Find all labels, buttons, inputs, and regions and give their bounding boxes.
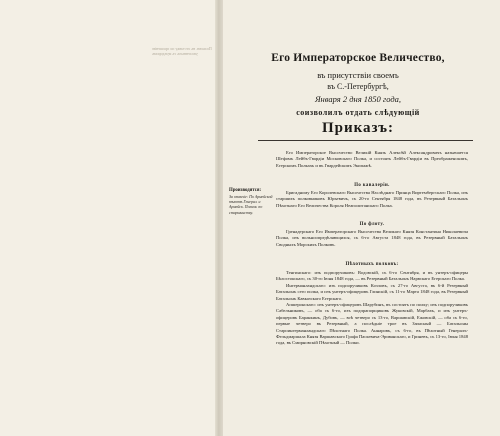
line-order: соизволилъ отдать слѣдующій: [296, 108, 420, 117]
paragraph-infantry-2: Ингерманландскаго: изъ подпоручиковъ Козловъ, съ 27-го Августа, въ 6-й Резервный Батальонъ сего полка, и изъ унтеръ-офицеровъ Глинскій, съ 11-го Марта 1848 года, въ Резервный Батальонъ Кавказскаго Егерскаго.: [276, 282, 468, 301]
paragraph-fleet-text: Гренадерскаго Его Императорскаго Высочества Великаго Князя Константина Николаевича Полка, изъ вольноопредѣляющихся, съ 6-го Августа 1848 года, въ Резервный Батальонъ Сводныхъ Морскихъ Полковъ.: [276, 229, 468, 247]
page-fold: [215, 0, 223, 436]
order-heading: Приказъ:: [321, 120, 395, 136]
paragraph-cavalry: [276, 190, 468, 209]
paragraph-infantry-1: Тенгинскаго: изъ подпоручиковъ: Водовскій, съ 6-го Сентября, и въ унтеръ-офицеры Бѣлостокскаго, съ 30-го Іюня 1848 года, — въ Резервный Батальонъ Нарвскаго Егерскаго Полка.: [276, 270, 468, 282]
document-title: Его Императорское Величество,: [271, 52, 445, 64]
heading-cavalry: По кавалеріи.: [354, 183, 390, 188]
paragraph-alexei: [276, 150, 468, 169]
paragraph-infantry: [276, 270, 468, 347]
paragraph-cavalry-text: Бригадному Его Королевскаго Высочества Наслѣднаго Принца Виртембергскаго Полка, изъ старшихъ полковниковъ Юрьевичъ, съ 20-го Сентября 1848 года, въ Резервный Батальонъ Пѣхотнаго Его Величества Короля Неаполитанскаго Полка.: [276, 190, 468, 208]
line-presence: въ присутствіи своемъ: [317, 70, 399, 80]
heading-infantry: Пѣхотныхъ полковъ:: [345, 262, 399, 267]
paragraph-infantry-3: Апшеронскаго: изъ унтеръ-офицеровъ Шарубинъ, въ состоятъ по полку; изъ подпоручиковъ Сабельниковъ, — оба съ 6-го, изъ подпрапорщиковъ Жуковскій, Марбахъ, и изъ унтеръ-офицеровъ Баранкинъ, Дубовъ, — всѣ четверо съ 13-го, Варшавскій, Ежовскій, — оба съ 6-го, первые четверо въ Резервный, а послѣдніе трое въ Запасный — Батальоны Староингерманландскаго Пѣхотнаго Полка. Аннаровъ, съ 6-го, въ Пѣхотный Генералъ-Фельдмаршала Князя Варшавскаго Графа Паскевича-Эриванскаго, и Гриневъ, съ 13-го, Іюня 1848 года, въ Смирновскій Пѣхотный — Полки.: [276, 302, 468, 346]
bleed-through-text: Полковн. въ отставку по прошенію уволенныхъ съ мундиромъ: [152, 46, 212, 56]
line-date: Января 2 дня 1850 года,: [314, 94, 402, 104]
paragraph-alexei-text: Его Императорское Высочество Великій Князь Алексѣй Александровичъ назначается Шефомъ Лейбъ-Гвардіи Московскаго Полка, и состоять Лейбъ-Гвардіи въ Преображенскомъ, Егерскомъ Полкахъ и въ Гвардейскомъ Экипажѣ.: [276, 150, 468, 168]
heading-fleet: По флоту.: [359, 222, 385, 227]
side-note: За отличіе: По Армейской пѣхотѣ Генерал. и Армейск. Полков. по старшинству.: [229, 195, 273, 215]
line-place: въ С.-Петербургѣ,: [327, 82, 389, 91]
left-page: [0, 0, 215, 436]
heading-rule: [258, 140, 473, 141]
paragraph-fleet: [276, 229, 468, 248]
side-heading: Производятся:: [229, 188, 262, 193]
